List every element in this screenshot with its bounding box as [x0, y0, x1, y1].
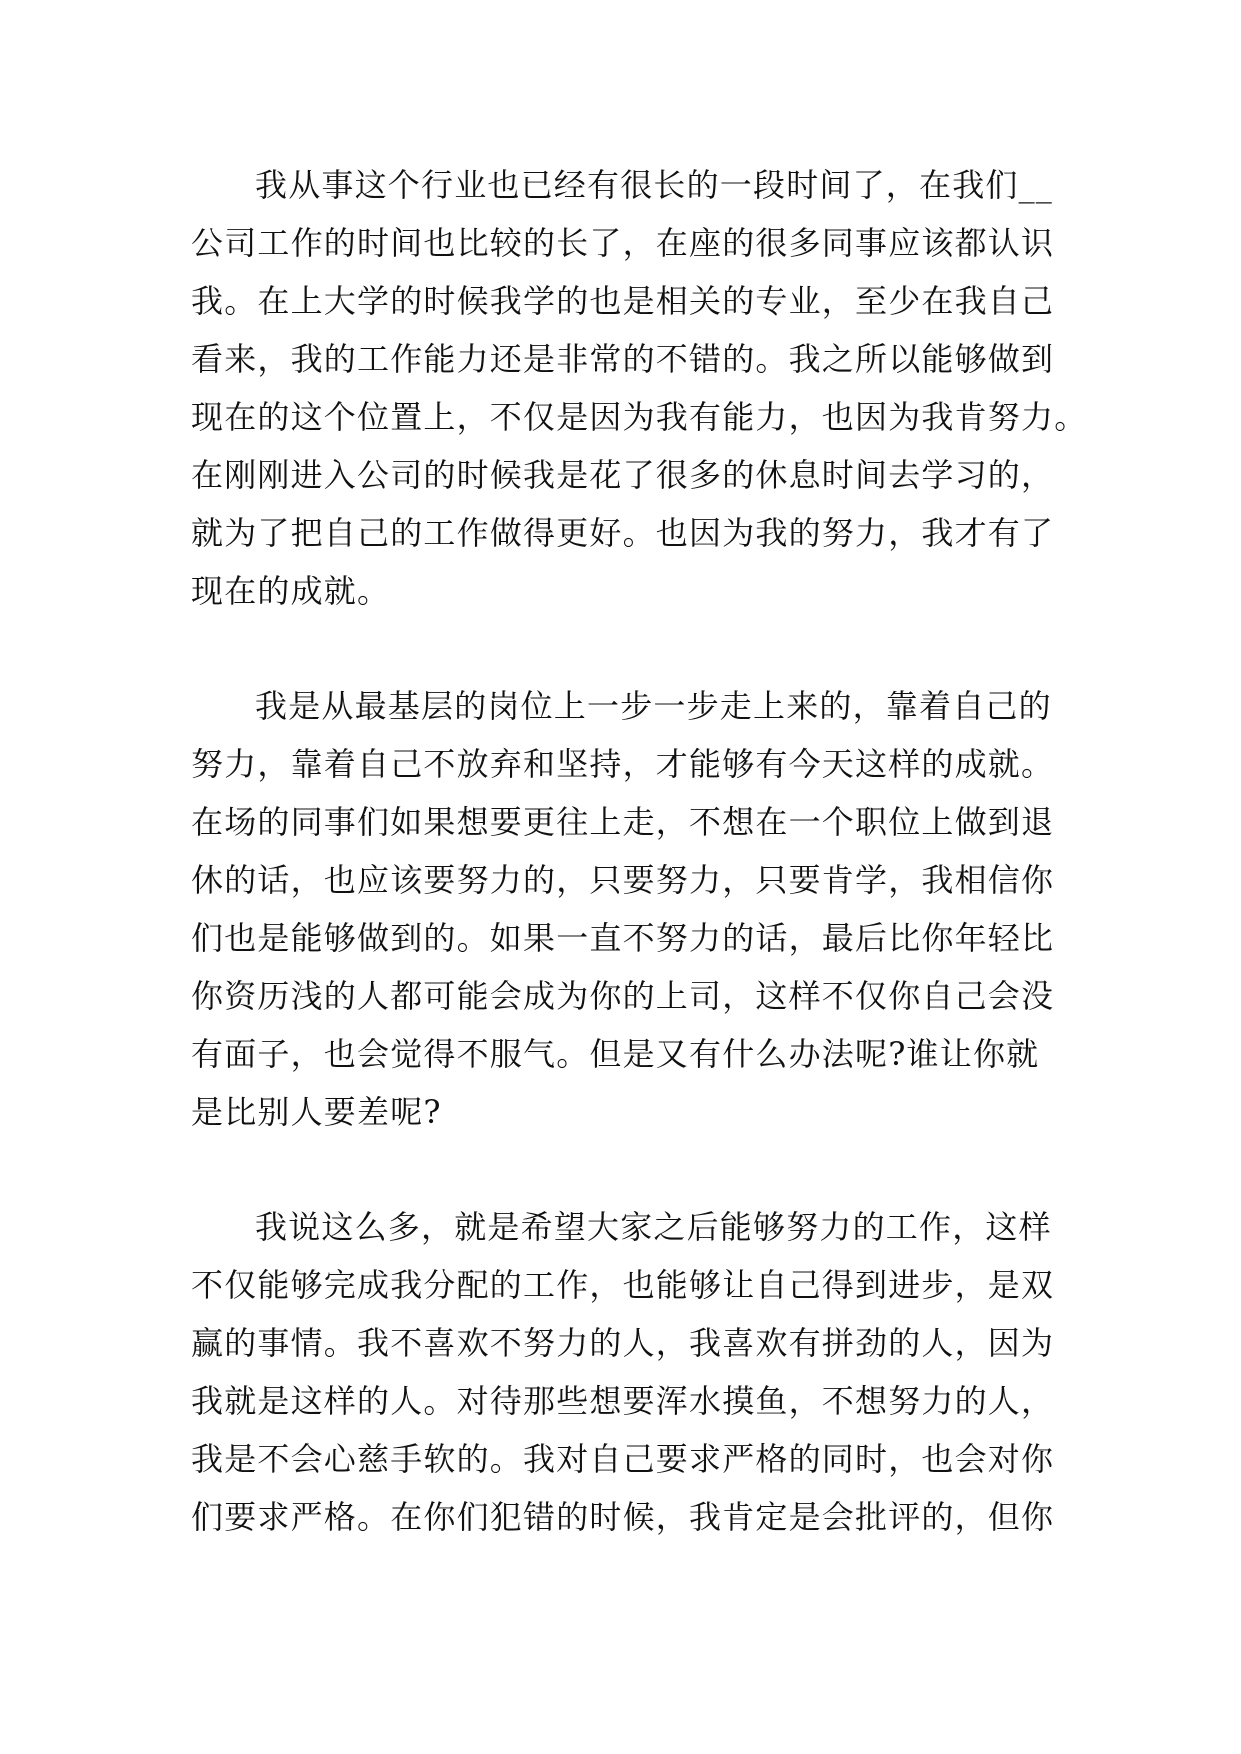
text-line: 我说这么多，就是希望大家之后能够努力的工作，这样 — [255, 1208, 1052, 1246]
text-line: 休的话，也应该要努力的，只要努力，只要肯学，我相信你 — [191, 861, 1055, 899]
text-line: 我就是这样的人。对待那些想要浑水摸鱼，不想努力的人， — [191, 1382, 1055, 1420]
text-line: 我是不会心慈手软的。我对自己要求严格的同时，也会对你 — [191, 1440, 1055, 1478]
text-line: 们也是能够做到的。如果一直不努力的话，最后比你年轻比 — [191, 919, 1055, 957]
paragraph-1 — [191, 156, 1088, 620]
text-line: 有面子，也会觉得不服气。但是又有什么办法呢?谁让你就 — [191, 1035, 1040, 1073]
text-line: 我。在上大学的时候我学的也是相关的专业，至少在我自己 — [191, 282, 1055, 320]
text-line: 努力，靠着自己不放弃和坚持，才能够有今天这样的成就。 — [191, 745, 1055, 783]
text-line: 赢的事情。我不喜欢不努力的人，我喜欢有拼劲的人，因为 — [191, 1324, 1055, 1362]
text-line: 在场的同事们如果想要更往上走，不想在一个职位上做到退 — [191, 803, 1055, 841]
text-line: 看来，我的工作能力还是非常的不错的。我之所以能够做到 — [191, 340, 1055, 378]
paragraph-3 — [191, 1198, 1061, 1546]
text-line: 你资历浅的人都可能会成为你的上司，这样不仅你自己会没 — [191, 977, 1055, 1015]
text-line: 就为了把自己的工作做得更好。也因为我的努力，我才有了 — [191, 514, 1055, 552]
text-line: 公司工作的时间也比较的长了，在座的很多同事应该都认识 — [191, 224, 1055, 262]
text-line: 现在的这个位置上，不仅是因为我有能力，也因为我肯努力。 — [191, 398, 1088, 436]
text-line: 我是从最基层的岗位上一步一步走上来的，靠着自己的 — [255, 687, 1052, 725]
text-line: 是比别人要差呢? — [191, 1093, 442, 1131]
text-line: 在刚刚进入公司的时候我是花了很多的休息时间去学习的， — [191, 456, 1055, 494]
text-line: 不仅能够完成我分配的工作，也能够让自己得到进步，是双 — [191, 1266, 1055, 1304]
text-line: 现在的成就。 — [191, 572, 391, 610]
paragraph-2 — [191, 677, 1061, 1141]
text-line: 们要求严格。在你们犯错的时候，我肯定是会批评的，但你 — [191, 1498, 1055, 1536]
text-line: 我从事这个行业也已经有很长的一段时间了，在我们__ — [255, 166, 1054, 204]
